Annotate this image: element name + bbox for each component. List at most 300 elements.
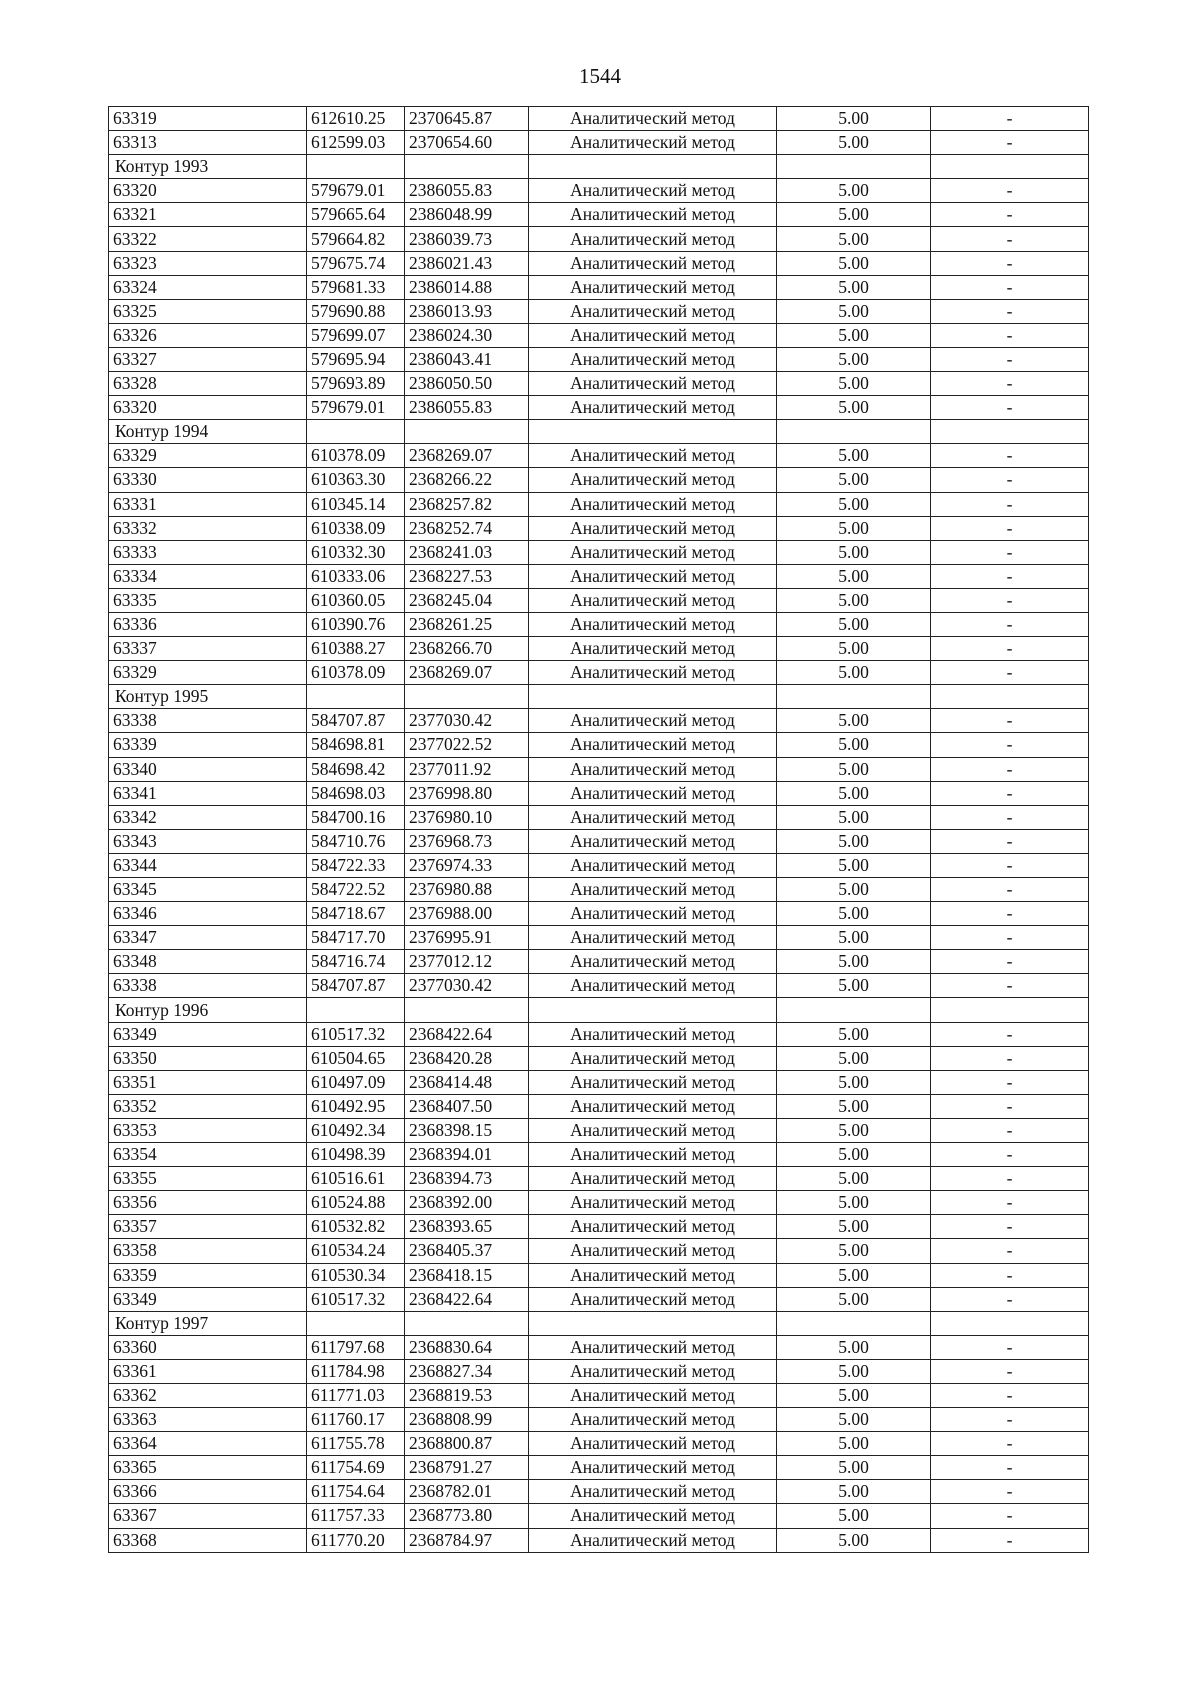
table-row xyxy=(109,612,1089,636)
method-cell: Аналитический метод xyxy=(529,1335,777,1359)
table-row xyxy=(109,1022,1089,1046)
x-coordinate-cell: 584716.74 xyxy=(307,950,405,974)
x-coordinate-cell: 579665.64 xyxy=(307,203,405,227)
contour-label: Контур 1997 xyxy=(109,1311,307,1335)
table-row xyxy=(109,492,1089,516)
method-cell: Аналитический метод xyxy=(529,1143,777,1167)
point-id-cell: 63365 xyxy=(109,1456,307,1480)
empty-cell xyxy=(931,685,1089,709)
y-coordinate-cell: 2368269.07 xyxy=(405,444,529,468)
table-row xyxy=(109,974,1089,998)
accuracy-cell: 5.00 xyxy=(777,661,931,685)
contour-header-row xyxy=(109,998,1089,1022)
accuracy-cell: 5.00 xyxy=(777,516,931,540)
y-coordinate-cell: 2377030.42 xyxy=(405,709,529,733)
note-cell: - xyxy=(931,1239,1089,1263)
note-cell: - xyxy=(931,661,1089,685)
accuracy-cell: 5.00 xyxy=(777,1383,931,1407)
accuracy-cell: 5.00 xyxy=(777,1118,931,1142)
y-coordinate-cell: 2377022.52 xyxy=(405,733,529,757)
empty-cell xyxy=(931,155,1089,179)
point-id-cell: 63351 xyxy=(109,1070,307,1094)
note-cell: - xyxy=(931,347,1089,371)
table-row xyxy=(109,1239,1089,1263)
note-cell: - xyxy=(931,1408,1089,1432)
note-cell: - xyxy=(931,974,1089,998)
y-coordinate-cell: 2386014.88 xyxy=(405,275,529,299)
note-cell: - xyxy=(931,1432,1089,1456)
empty-cell xyxy=(307,1311,405,1335)
table-row xyxy=(109,1528,1089,1552)
accuracy-cell: 5.00 xyxy=(777,1528,931,1552)
table-row xyxy=(109,1408,1089,1432)
y-coordinate-cell: 2368269.07 xyxy=(405,661,529,685)
method-cell: Аналитический метод xyxy=(529,757,777,781)
accuracy-cell: 5.00 xyxy=(777,1143,931,1167)
point-id-cell: 63327 xyxy=(109,347,307,371)
y-coordinate-cell: 2386050.50 xyxy=(405,372,529,396)
note-cell: - xyxy=(931,251,1089,275)
accuracy-cell: 5.00 xyxy=(777,251,931,275)
method-cell: Аналитический метод xyxy=(529,347,777,371)
y-coordinate-cell: 2386024.30 xyxy=(405,323,529,347)
x-coordinate-cell: 584707.87 xyxy=(307,709,405,733)
accuracy-cell: 5.00 xyxy=(777,492,931,516)
method-cell: Аналитический метод xyxy=(529,588,777,612)
y-coordinate-cell: 2386013.93 xyxy=(405,299,529,323)
note-cell: - xyxy=(931,107,1089,131)
y-coordinate-cell: 2386043.41 xyxy=(405,347,529,371)
y-coordinate-cell: 2376968.73 xyxy=(405,829,529,853)
method-cell: Аналитический метод xyxy=(529,516,777,540)
point-id-cell: 63364 xyxy=(109,1432,307,1456)
empty-cell xyxy=(931,1311,1089,1335)
y-coordinate-cell: 2368394.01 xyxy=(405,1143,529,1167)
table-row xyxy=(109,709,1089,733)
method-cell: Аналитический метод xyxy=(529,1359,777,1383)
x-coordinate-cell: 610524.88 xyxy=(307,1191,405,1215)
accuracy-cell: 5.00 xyxy=(777,179,931,203)
x-coordinate-cell: 611755.78 xyxy=(307,1432,405,1456)
empty-cell xyxy=(931,420,1089,444)
table-row xyxy=(109,564,1089,588)
note-cell: - xyxy=(931,1504,1089,1528)
accuracy-cell: 5.00 xyxy=(777,733,931,757)
x-coordinate-cell: 610333.06 xyxy=(307,564,405,588)
point-id-cell: 63368 xyxy=(109,1528,307,1552)
note-cell: - xyxy=(931,926,1089,950)
method-cell: Аналитический метод xyxy=(529,902,777,926)
empty-cell xyxy=(529,685,777,709)
table-row xyxy=(109,853,1089,877)
accuracy-cell: 5.00 xyxy=(777,781,931,805)
y-coordinate-cell: 2386055.83 xyxy=(405,179,529,203)
accuracy-cell: 5.00 xyxy=(777,1335,931,1359)
method-cell: Аналитический метод xyxy=(529,540,777,564)
method-cell: Аналитический метод xyxy=(529,492,777,516)
point-id-cell: 63345 xyxy=(109,878,307,902)
x-coordinate-cell: 579664.82 xyxy=(307,227,405,251)
table-row xyxy=(109,637,1089,661)
y-coordinate-cell: 2368407.50 xyxy=(405,1094,529,1118)
table-row xyxy=(109,1191,1089,1215)
empty-cell xyxy=(405,998,529,1022)
note-cell: - xyxy=(931,227,1089,251)
accuracy-cell: 5.00 xyxy=(777,1480,931,1504)
accuracy-cell: 5.00 xyxy=(777,588,931,612)
y-coordinate-cell: 2368398.15 xyxy=(405,1118,529,1142)
table-row xyxy=(109,1215,1089,1239)
y-coordinate-cell: 2368252.74 xyxy=(405,516,529,540)
note-cell: - xyxy=(931,1456,1089,1480)
note-cell: - xyxy=(931,1287,1089,1311)
y-coordinate-cell: 2386055.83 xyxy=(405,396,529,420)
empty-cell xyxy=(529,1311,777,1335)
y-coordinate-cell: 2368393.65 xyxy=(405,1215,529,1239)
empty-cell xyxy=(777,998,931,1022)
method-cell: Аналитический метод xyxy=(529,950,777,974)
accuracy-cell: 5.00 xyxy=(777,1094,931,1118)
table-row xyxy=(109,1287,1089,1311)
accuracy-cell: 5.00 xyxy=(777,1022,931,1046)
method-cell: Аналитический метод xyxy=(529,323,777,347)
empty-cell xyxy=(777,685,931,709)
empty-cell xyxy=(777,420,931,444)
point-id-cell: 63329 xyxy=(109,444,307,468)
empty-cell xyxy=(777,155,931,179)
accuracy-cell: 5.00 xyxy=(777,829,931,853)
x-coordinate-cell: 584717.70 xyxy=(307,926,405,950)
note-cell: - xyxy=(931,733,1089,757)
x-coordinate-cell: 610517.32 xyxy=(307,1287,405,1311)
empty-cell xyxy=(529,420,777,444)
accuracy-cell: 5.00 xyxy=(777,1263,931,1287)
x-coordinate-cell: 610504.65 xyxy=(307,1046,405,1070)
method-cell: Аналитический метод xyxy=(529,926,777,950)
point-id-cell: 63363 xyxy=(109,1408,307,1432)
x-coordinate-cell: 579675.74 xyxy=(307,251,405,275)
y-coordinate-cell: 2376974.33 xyxy=(405,853,529,877)
point-id-cell: 63321 xyxy=(109,203,307,227)
point-id-cell: 63352 xyxy=(109,1094,307,1118)
y-coordinate-cell: 2368261.25 xyxy=(405,612,529,636)
table-row xyxy=(109,1432,1089,1456)
table-row xyxy=(109,733,1089,757)
method-cell: Аналитический метод xyxy=(529,299,777,323)
note-cell: - xyxy=(931,516,1089,540)
contour-label: Контур 1994 xyxy=(109,420,307,444)
table-row xyxy=(109,251,1089,275)
method-cell: Аналитический метод xyxy=(529,372,777,396)
x-coordinate-cell: 610363.30 xyxy=(307,468,405,492)
x-coordinate-cell: 610516.61 xyxy=(307,1167,405,1191)
x-coordinate-cell: 611784.98 xyxy=(307,1359,405,1383)
note-cell: - xyxy=(931,179,1089,203)
accuracy-cell: 5.00 xyxy=(777,107,931,131)
x-coordinate-cell: 611770.20 xyxy=(307,1528,405,1552)
contour-header-row xyxy=(109,685,1089,709)
x-coordinate-cell: 610497.09 xyxy=(307,1070,405,1094)
method-cell: Аналитический метод xyxy=(529,1528,777,1552)
y-coordinate-cell: 2370645.87 xyxy=(405,107,529,131)
table-row xyxy=(109,1359,1089,1383)
x-coordinate-cell: 611797.68 xyxy=(307,1335,405,1359)
point-id-cell: 63348 xyxy=(109,950,307,974)
point-id-cell: 63353 xyxy=(109,1118,307,1142)
accuracy-cell: 5.00 xyxy=(777,805,931,829)
method-cell: Аналитический метод xyxy=(529,1215,777,1239)
y-coordinate-cell: 2368241.03 xyxy=(405,540,529,564)
x-coordinate-cell: 584718.67 xyxy=(307,902,405,926)
accuracy-cell: 5.00 xyxy=(777,1070,931,1094)
point-id-cell: 63358 xyxy=(109,1239,307,1263)
x-coordinate-cell: 579693.89 xyxy=(307,372,405,396)
point-id-cell: 63342 xyxy=(109,805,307,829)
x-coordinate-cell: 584722.52 xyxy=(307,878,405,902)
accuracy-cell: 5.00 xyxy=(777,347,931,371)
x-coordinate-cell: 584722.33 xyxy=(307,853,405,877)
point-id-cell: 63339 xyxy=(109,733,307,757)
y-coordinate-cell: 2368257.82 xyxy=(405,492,529,516)
x-coordinate-cell: 579699.07 xyxy=(307,323,405,347)
x-coordinate-cell: 610492.34 xyxy=(307,1118,405,1142)
note-cell: - xyxy=(931,612,1089,636)
note-cell: - xyxy=(931,805,1089,829)
empty-cell xyxy=(931,998,1089,1022)
x-coordinate-cell: 584700.16 xyxy=(307,805,405,829)
method-cell: Аналитический метод xyxy=(529,131,777,155)
point-id-cell: 63357 xyxy=(109,1215,307,1239)
table-row xyxy=(109,396,1089,420)
accuracy-cell: 5.00 xyxy=(777,1167,931,1191)
x-coordinate-cell: 610345.14 xyxy=(307,492,405,516)
note-cell: - xyxy=(931,1143,1089,1167)
y-coordinate-cell: 2368266.22 xyxy=(405,468,529,492)
table-row xyxy=(109,179,1089,203)
point-id-cell: 63346 xyxy=(109,902,307,926)
y-coordinate-cell: 2368784.97 xyxy=(405,1528,529,1552)
point-id-cell: 63332 xyxy=(109,516,307,540)
y-coordinate-cell: 2376980.88 xyxy=(405,878,529,902)
method-cell: Аналитический метод xyxy=(529,709,777,733)
note-cell: - xyxy=(931,1215,1089,1239)
table-row xyxy=(109,878,1089,902)
method-cell: Аналитический метод xyxy=(529,637,777,661)
method-cell: Аналитический метод xyxy=(529,612,777,636)
point-id-cell: 63331 xyxy=(109,492,307,516)
table-row xyxy=(109,275,1089,299)
table-row xyxy=(109,661,1089,685)
accuracy-cell: 5.00 xyxy=(777,950,931,974)
accuracy-cell: 5.00 xyxy=(777,1504,931,1528)
table-body xyxy=(109,107,1089,1553)
method-cell: Аналитический метод xyxy=(529,468,777,492)
table-row xyxy=(109,902,1089,926)
contour-label: Контур 1995 xyxy=(109,685,307,709)
note-cell: - xyxy=(931,1480,1089,1504)
x-coordinate-cell: 610378.09 xyxy=(307,661,405,685)
table-row xyxy=(109,1046,1089,1070)
method-cell: Аналитический метод xyxy=(529,1191,777,1215)
empty-cell xyxy=(529,155,777,179)
table-row xyxy=(109,131,1089,155)
accuracy-cell: 5.00 xyxy=(777,323,931,347)
coordinates-table xyxy=(108,106,1089,1553)
note-cell: - xyxy=(931,853,1089,877)
method-cell: Аналитический метод xyxy=(529,275,777,299)
accuracy-cell: 5.00 xyxy=(777,275,931,299)
y-coordinate-cell: 2368819.53 xyxy=(405,1383,529,1407)
y-coordinate-cell: 2368800.87 xyxy=(405,1432,529,1456)
method-cell: Аналитический метод xyxy=(529,1504,777,1528)
note-cell: - xyxy=(931,709,1089,733)
method-cell: Аналитический метод xyxy=(529,1094,777,1118)
note-cell: - xyxy=(931,1359,1089,1383)
y-coordinate-cell: 2368414.48 xyxy=(405,1070,529,1094)
y-coordinate-cell: 2368422.64 xyxy=(405,1022,529,1046)
note-cell: - xyxy=(931,492,1089,516)
y-coordinate-cell: 2377030.42 xyxy=(405,974,529,998)
note-cell: - xyxy=(931,1046,1089,1070)
y-coordinate-cell: 2368420.28 xyxy=(405,1046,529,1070)
x-coordinate-cell: 584698.42 xyxy=(307,757,405,781)
y-coordinate-cell: 2368227.53 xyxy=(405,564,529,588)
note-cell: - xyxy=(931,950,1089,974)
x-coordinate-cell: 611771.03 xyxy=(307,1383,405,1407)
accuracy-cell: 5.00 xyxy=(777,1359,931,1383)
method-cell: Аналитический метод xyxy=(529,1383,777,1407)
empty-cell xyxy=(405,1311,529,1335)
point-id-cell: 63334 xyxy=(109,564,307,588)
note-cell: - xyxy=(931,1335,1089,1359)
table-row xyxy=(109,1167,1089,1191)
point-id-cell: 63329 xyxy=(109,661,307,685)
note-cell: - xyxy=(931,1191,1089,1215)
x-coordinate-cell: 612599.03 xyxy=(307,131,405,155)
x-coordinate-cell: 584698.81 xyxy=(307,733,405,757)
accuracy-cell: 5.00 xyxy=(777,444,931,468)
point-id-cell: 63336 xyxy=(109,612,307,636)
accuracy-cell: 5.00 xyxy=(777,1046,931,1070)
note-cell: - xyxy=(931,372,1089,396)
method-cell: Аналитический метод xyxy=(529,1287,777,1311)
method-cell: Аналитический метод xyxy=(529,1432,777,1456)
accuracy-cell: 5.00 xyxy=(777,757,931,781)
accuracy-cell: 5.00 xyxy=(777,540,931,564)
x-coordinate-cell: 610532.82 xyxy=(307,1215,405,1239)
table-row xyxy=(109,540,1089,564)
point-id-cell: 63326 xyxy=(109,323,307,347)
accuracy-cell: 5.00 xyxy=(777,709,931,733)
x-coordinate-cell: 611760.17 xyxy=(307,1408,405,1432)
accuracy-cell: 5.00 xyxy=(777,372,931,396)
point-id-cell: 63328 xyxy=(109,372,307,396)
method-cell: Аналитический метод xyxy=(529,1046,777,1070)
x-coordinate-cell: 610534.24 xyxy=(307,1239,405,1263)
empty-cell xyxy=(307,155,405,179)
point-id-cell: 63319 xyxy=(109,107,307,131)
y-coordinate-cell: 2368266.70 xyxy=(405,637,529,661)
table-row xyxy=(109,1383,1089,1407)
table-row xyxy=(109,1335,1089,1359)
table-row xyxy=(109,1118,1089,1142)
y-coordinate-cell: 2386021.43 xyxy=(405,251,529,275)
accuracy-cell: 5.00 xyxy=(777,396,931,420)
method-cell: Аналитический метод xyxy=(529,853,777,877)
contour-header-row xyxy=(109,420,1089,444)
table-row xyxy=(109,516,1089,540)
table-row xyxy=(109,1456,1089,1480)
y-coordinate-cell: 2376995.91 xyxy=(405,926,529,950)
note-cell: - xyxy=(931,540,1089,564)
method-cell: Аналитический метод xyxy=(529,1408,777,1432)
x-coordinate-cell: 610390.76 xyxy=(307,612,405,636)
method-cell: Аналитический метод xyxy=(529,227,777,251)
y-coordinate-cell: 2368418.15 xyxy=(405,1263,529,1287)
table-row xyxy=(109,781,1089,805)
point-id-cell: 63325 xyxy=(109,299,307,323)
y-coordinate-cell: 2377012.12 xyxy=(405,950,529,974)
note-cell: - xyxy=(931,1094,1089,1118)
x-coordinate-cell: 610360.05 xyxy=(307,588,405,612)
point-id-cell: 63367 xyxy=(109,1504,307,1528)
point-id-cell: 63347 xyxy=(109,926,307,950)
accuracy-cell: 5.00 xyxy=(777,564,931,588)
note-cell: - xyxy=(931,878,1089,902)
y-coordinate-cell: 2386039.73 xyxy=(405,227,529,251)
point-id-cell: 63322 xyxy=(109,227,307,251)
y-coordinate-cell: 2370654.60 xyxy=(405,131,529,155)
y-coordinate-cell: 2368422.64 xyxy=(405,1287,529,1311)
table-row xyxy=(109,588,1089,612)
point-id-cell: 63324 xyxy=(109,275,307,299)
x-coordinate-cell: 611754.64 xyxy=(307,1480,405,1504)
point-id-cell: 63361 xyxy=(109,1359,307,1383)
accuracy-cell: 5.00 xyxy=(777,1191,931,1215)
empty-cell xyxy=(307,685,405,709)
table-row xyxy=(109,1094,1089,1118)
table-row xyxy=(109,926,1089,950)
accuracy-cell: 5.00 xyxy=(777,612,931,636)
note-cell: - xyxy=(931,829,1089,853)
point-id-cell: 63320 xyxy=(109,396,307,420)
contour-header-row xyxy=(109,1311,1089,1335)
empty-cell xyxy=(307,420,405,444)
x-coordinate-cell: 610492.95 xyxy=(307,1094,405,1118)
point-id-cell: 63338 xyxy=(109,709,307,733)
table-row xyxy=(109,757,1089,781)
y-coordinate-cell: 2368245.04 xyxy=(405,588,529,612)
point-id-cell: 63330 xyxy=(109,468,307,492)
method-cell: Аналитический метод xyxy=(529,1070,777,1094)
x-coordinate-cell: 610498.39 xyxy=(307,1143,405,1167)
note-cell: - xyxy=(931,902,1089,926)
y-coordinate-cell: 2368405.37 xyxy=(405,1239,529,1263)
y-coordinate-cell: 2376988.00 xyxy=(405,902,529,926)
table-row xyxy=(109,1263,1089,1287)
point-id-cell: 63341 xyxy=(109,781,307,805)
point-id-cell: 63362 xyxy=(109,1383,307,1407)
point-id-cell: 63335 xyxy=(109,588,307,612)
method-cell: Аналитический метод xyxy=(529,829,777,853)
point-id-cell: 63366 xyxy=(109,1480,307,1504)
table-row xyxy=(109,107,1089,131)
method-cell: Аналитический метод xyxy=(529,107,777,131)
note-cell: - xyxy=(931,1528,1089,1552)
table-row xyxy=(109,1143,1089,1167)
method-cell: Аналитический метод xyxy=(529,1118,777,1142)
method-cell: Аналитический метод xyxy=(529,203,777,227)
